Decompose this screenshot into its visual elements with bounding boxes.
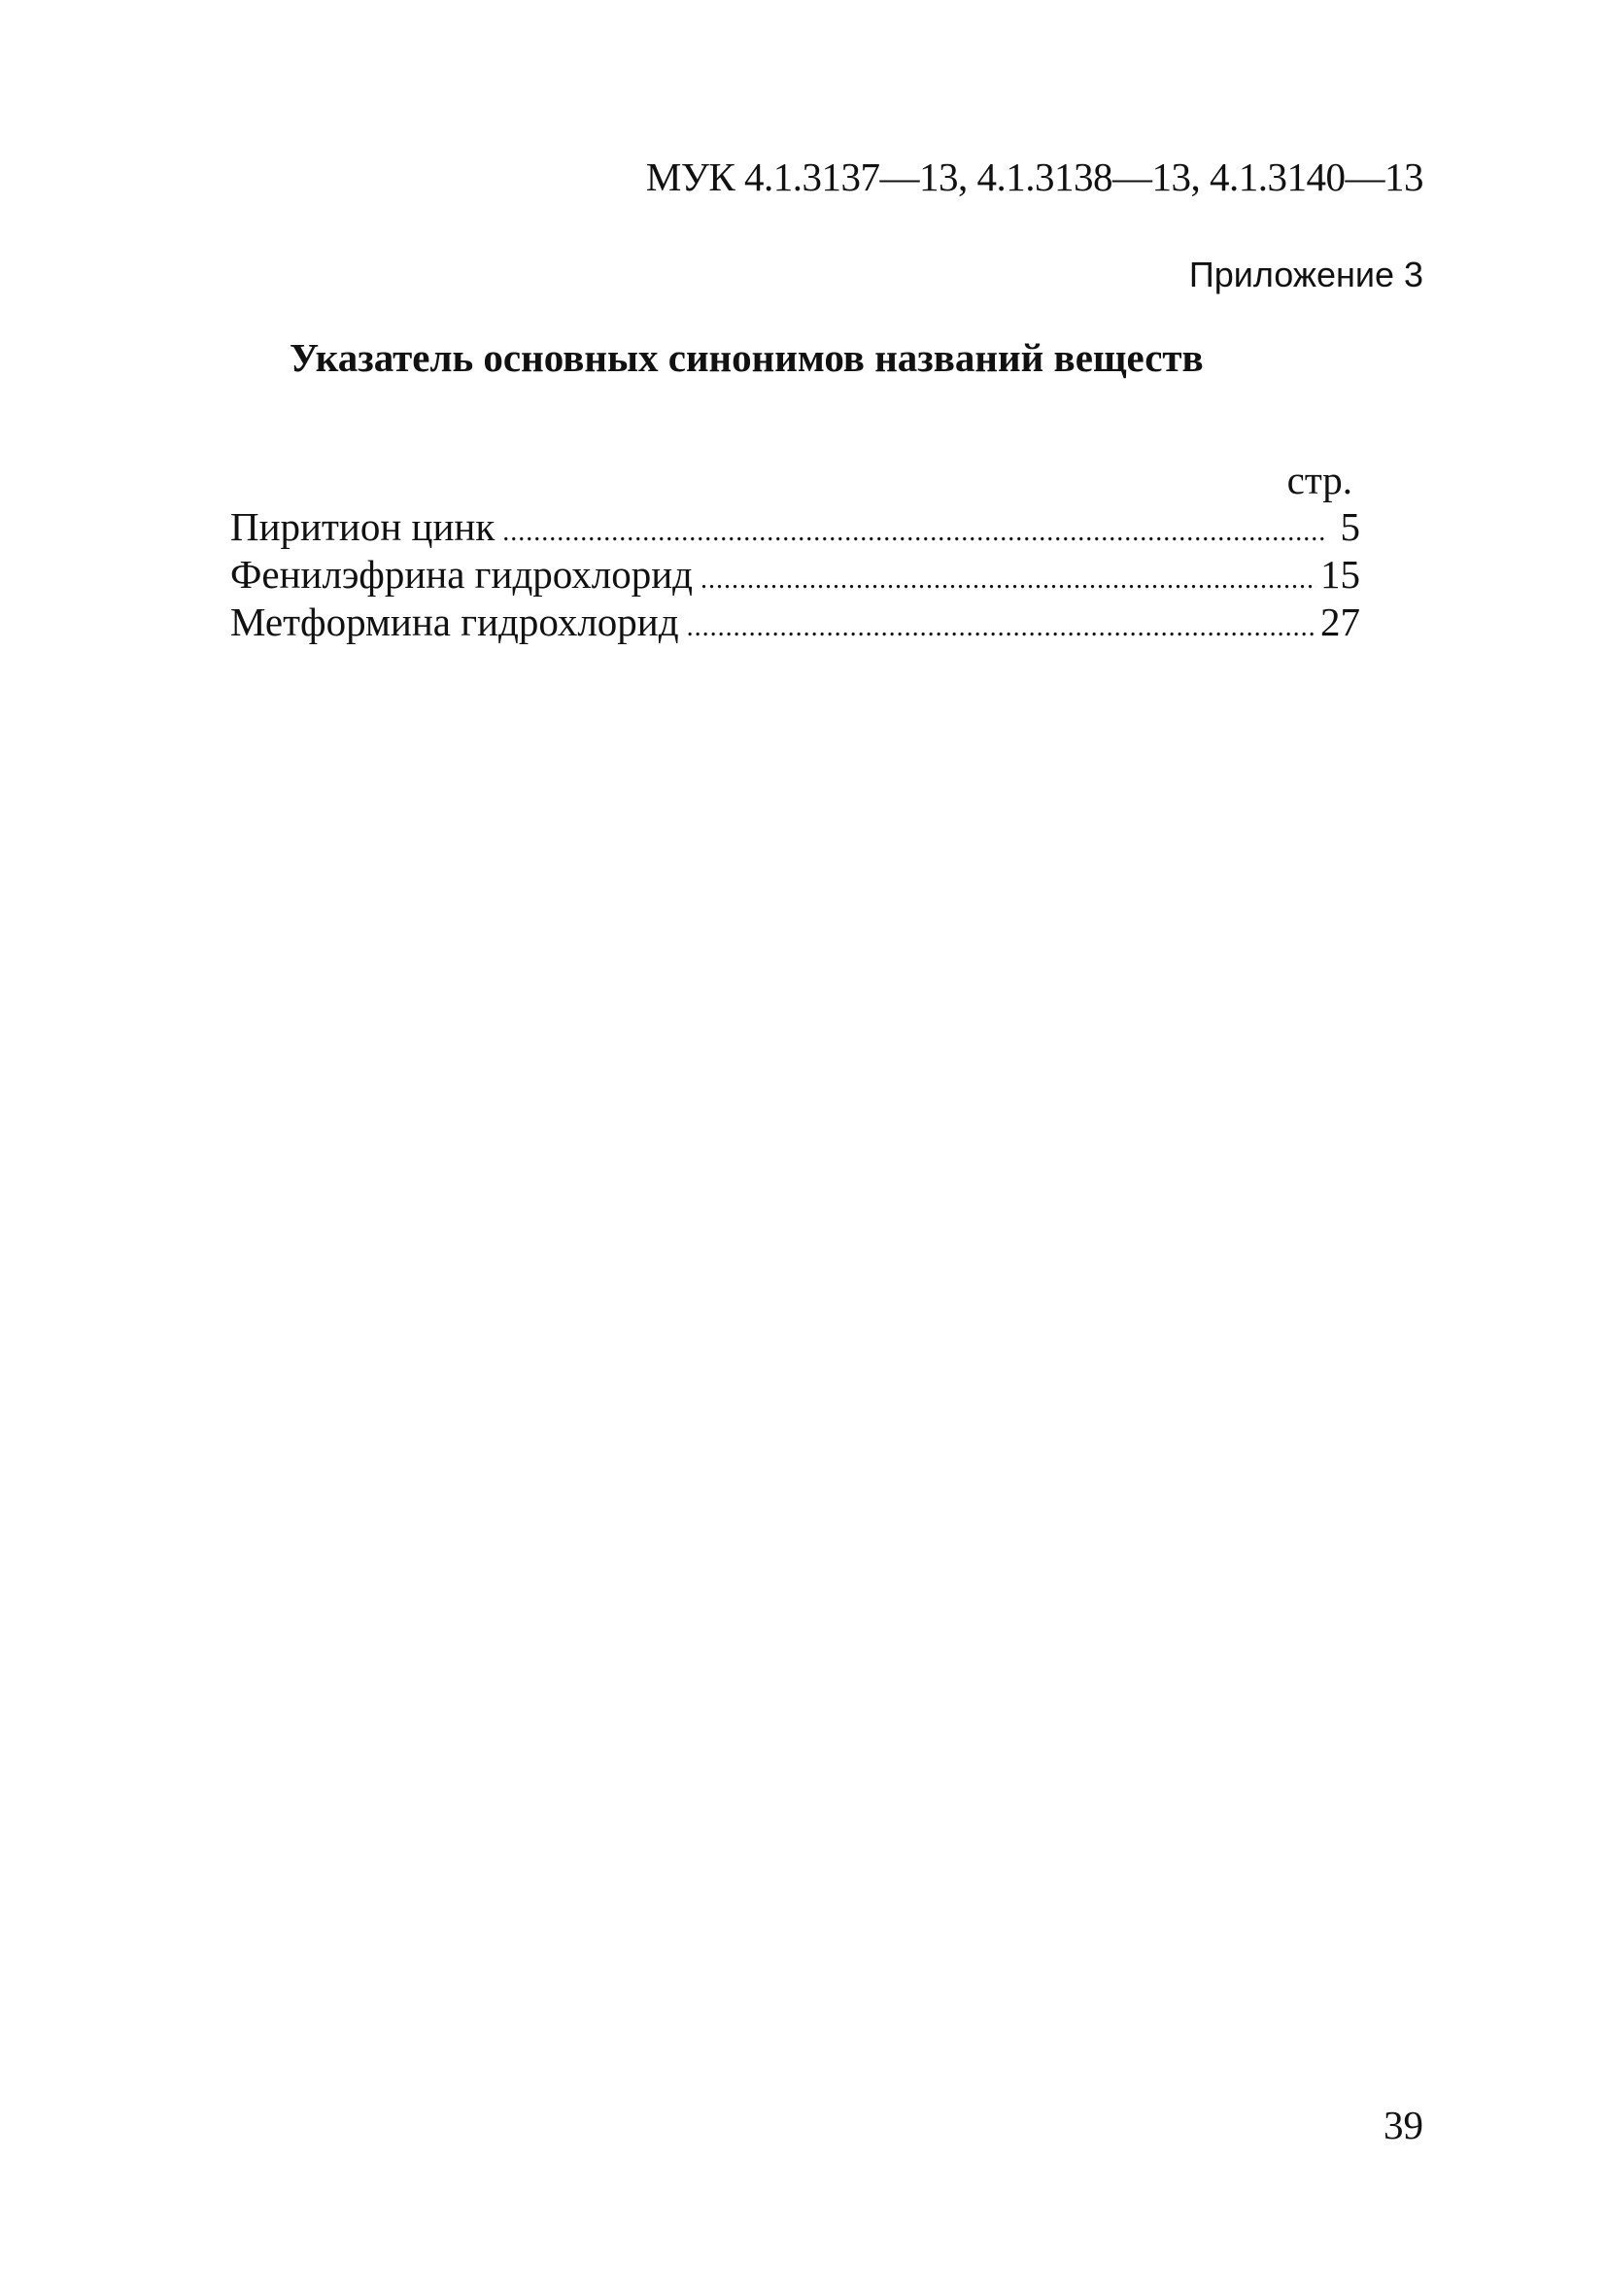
index-entry[interactable] [230,551,1360,599]
index-entry-page: 5 [1340,504,1360,549]
dot-leader [687,603,1316,651]
index-entry-name: Фенилэфрина гидрохлорид [230,552,694,597]
document-code: МУК 4.1.3137—13, 4.1.3138—13, 4.1.3140—13 [645,154,1423,199]
dot-leader [700,556,1316,603]
dot-leader [502,508,1327,556]
index-entry-page: 15 [1320,552,1360,597]
appendix-label: Приложение 3 [1188,255,1423,294]
page-number: 39 [1384,2103,1423,2147]
index-entry[interactable] [230,599,1360,646]
synonym-index [230,457,1360,646]
page-column-header: стр. [1286,458,1352,502]
index-entry-name: Пиритион цинк [230,504,495,549]
index-entry[interactable] [230,503,1360,551]
index-entry-page: 27 [1320,600,1360,644]
index-title: Указатель основных синонимов названий веществ [290,335,1204,380]
index-entry-name: Метформина гидрохлорид [230,600,679,644]
